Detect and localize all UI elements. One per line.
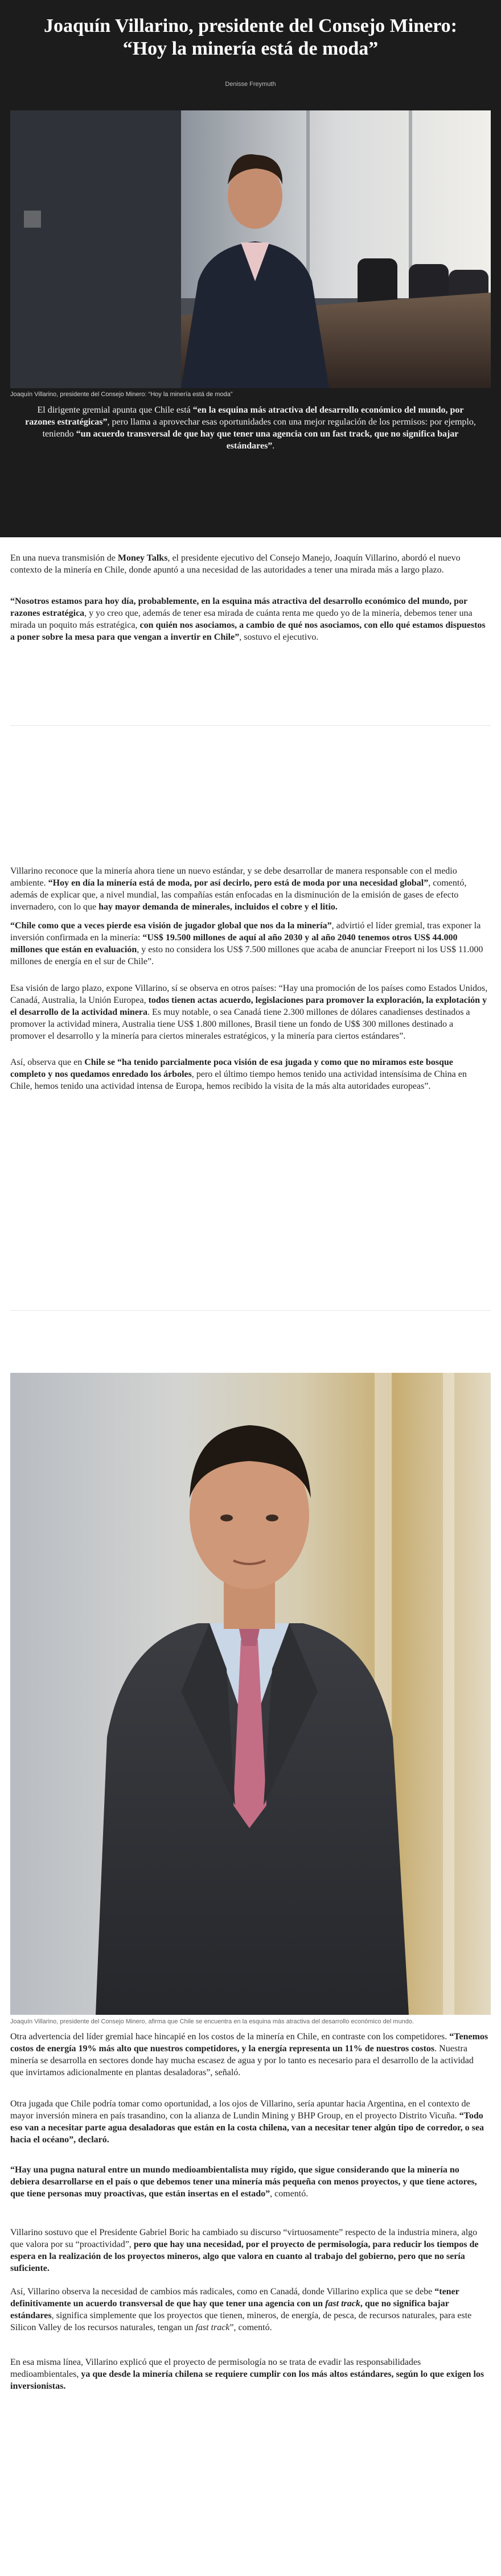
paragraph-4: “Chile como que a veces pierde esa visión de jugador global que nos da la minería”, advirtió el líder gremial, tras exponer la inversión confirmada en la minería: “US$ 19.500 millones de aquí al año 2030 y al año 2040 tenemos otros US$ 44.000 millones que están en evaluación, y esto no considera los US$ 7.500 millones que acaba de anunciar Freeport ni los US$ 11.000 millones de energía en el sur de Chile”. [10, 921, 483, 966]
paragraph-5: Esa visión de largo plazo, expone Villarino, sí se observa en otros países: “Hay una promoción de los países como Estados Unidos, Canadá, Australia, la Unión Europea, todos tienen actas acuerdo, legislaciones para promover la exploración, la explotación y el desarrollo de la actividad minera. Es muy notable, o sea Canadá tiene 2.300 millones de dólares canadienses destinados a promover la actividad minera, Australia tiene US$ 1.800 millones, Brasil tiene un fondo de U$$ 300 millones destinado a promover el desarrollo y la minería para ciertos minerales estratégicos, y la minería para ciertos estándares”. [10, 984, 488, 1041]
paragraph-9: “Hay una pugna natural entre un mundo medioambientalista muy rígido, que sigue considerando que la minería no debiera desarrollarse en el país o que debemos tener una minería más pequeña con menos proyectos, y que tiene actores, que tiene personas muy proactivas, que están insertas en el estado”, comentó. [10, 2165, 477, 2199]
paragraph-6: Así, observa que en Chile se “ha tenido parcialmente poca visión de esa jugada y como que no miramos este bosque completo y nos quedamos enredado los árboles, pero el último tiempo hemos tenido una actividad intensísima de China en Chile, hemos tenido una actividad intensa de Europa, hemos recibido la visita de la más alta autoridades europeas”. [10, 1057, 467, 1091]
paragraph-7: Otra advertencia del líder gremial hace hincapié en los costos de la minería en Chile, en contraste con los competidores. “Tenemos costos de energía 19% más alto que nuestros competidores, y la energía representa un 11% de nuestros costos. Nuestra minería se desarrolla en sectores donde hay mucha escasez de agua y por lo tanto es necesario para el desarrollo de la actividad que invirtamos adicionalmente en plantas desaladoras”, señaló. [10, 2032, 488, 2077]
paragraph-11: Así, Villarino observa la necesidad de cambios más radicales, como en Canadá, donde Villarino explica que se debe “tener definitivamente un acuerdo transversal de que hay que tener una agencia con un fast track, que no significa bajar estándares, significa simplemente que los proyectos que tienen, mineros, de energía, de pesca, de recursos naturales, para este Silicon Valley de los recursos naturales, tengan un fast track”, comentó. [10, 2287, 472, 2332]
portrait-photo-illustration [10, 1373, 491, 2015]
portrait-photo [10, 1373, 491, 2015]
article-body [0, 537, 501, 2576]
article-title: Joaquín Villarino, presidente del Consejo Minero: “Hoy la minería está de moda” [43, 15, 457, 59]
paragraph-3: Villarino reconoce que la minería ahora tiene un nuevo estándar, y se debe desarrollar de manera responsable con el medio ambiente. “Hoy en día la minería está de moda, por así decirlo, pero está de moda por una necesidad global”, comentó, además de explicar que, a nivel mundial, las compañías están enfocadas en la disminución de la emisión de gases de efecto invernadero, con lo que hay mayor demanda de minerales, incluidos el cobre y el litio. [10, 866, 467, 912]
section-divider-2 [10, 1310, 491, 1311]
paragraph-1: En una nueva transmisión de Money Talks, el presidente ejecutivo del Consejo Manejo, Joaquín Villarino, abordó el nuevo contexto de la minería en Chile, donde apuntó a una necesidad de las autoridades a tener una mirada más a largo plazo. [10, 553, 461, 575]
hero-photo-illustration [10, 110, 491, 388]
paragraph-12: En esa misma línea, Villarino explicó que el proyecto de permisología no se trata de evadir las responsabilidades medioambientales, ya que desde la minería chilena se requiere cumplir con los más altos estándares, según lo que exigen los inversionistas. [10, 2357, 484, 2391]
section-divider [10, 725, 491, 726]
article-lead: El dirigente gremial apunta que Chile está “en la esquina más atractiva del desarrollo económico del mundo, por razones estratégicas”, pero llama a aprovechar esas oportunidades con una mejor regulación de los permisos: por ejemplo, teniendo “un acuerdo transversal de que hay que tener una agencia con un fast track, que no significa bajar estándares”. [25, 405, 476, 451]
hero-photo [10, 110, 491, 388]
paragraph-8: Otra jugada que Chile podría tomar como oportunidad, a los ojos de Villarino, sería apuntar hacia Argentina, en el contexto de mayor inversión minera en país trasandino, con la alianza de Lundin Mining y BHP Group, en el proyecto Distrito Vicuña. “Todo eso van a necesitar parte agua desaladoras que están en la costa chilena, van a necesitar tener algún tipo de corredor, o sea hacia el océano”, declaró. [10, 2099, 484, 2145]
paragraph-2: “Nosotros estamos para hoy día, probablemente, en la esquina más atractiva del desarrollo económico del mundo, por razones estratégica, y yo creo que, además de tener esa mirada de cuánta renta me quedo yo de la minería, debemos tener una mirada un poquito más estratégica, con quién nos asociamos, a cambio de qué nos asociamos, con ello qué estamos dispuestos a poner sobre la mesa para que vengan a invertir en Chile”, sostuvo el ejecutivo. [10, 596, 486, 642]
article-hero [0, 0, 501, 537]
paragraph-10: Villarino sostuvo que el Presidente Gabriel Boric ha cambiado su discurso “virtuosamente” respecto de la industria minera, algo que valora por su “proactividad”, pero que hay una necesidad, por el proyecto de permisología, para reducir los tiempos de espera en la realización de los proyectos mineros, algo que valora en cuanto al trabajo del gobierno, pero que no sería suficiente. [10, 2228, 479, 2273]
hero-photo-caption: Joaquín Villarino, presidente del Consejo Minero: “Hoy la minería está de moda” [10, 391, 233, 398]
portrait-photo-caption: Joaquín Villarino, presidente del Consejo Minero, afirma que Chile se encuentra en la esquina más atractiva del desarrollo económico del mundo. [10, 2018, 414, 2025]
article-author[interactable]: Denisse Freymuth [225, 81, 276, 88]
